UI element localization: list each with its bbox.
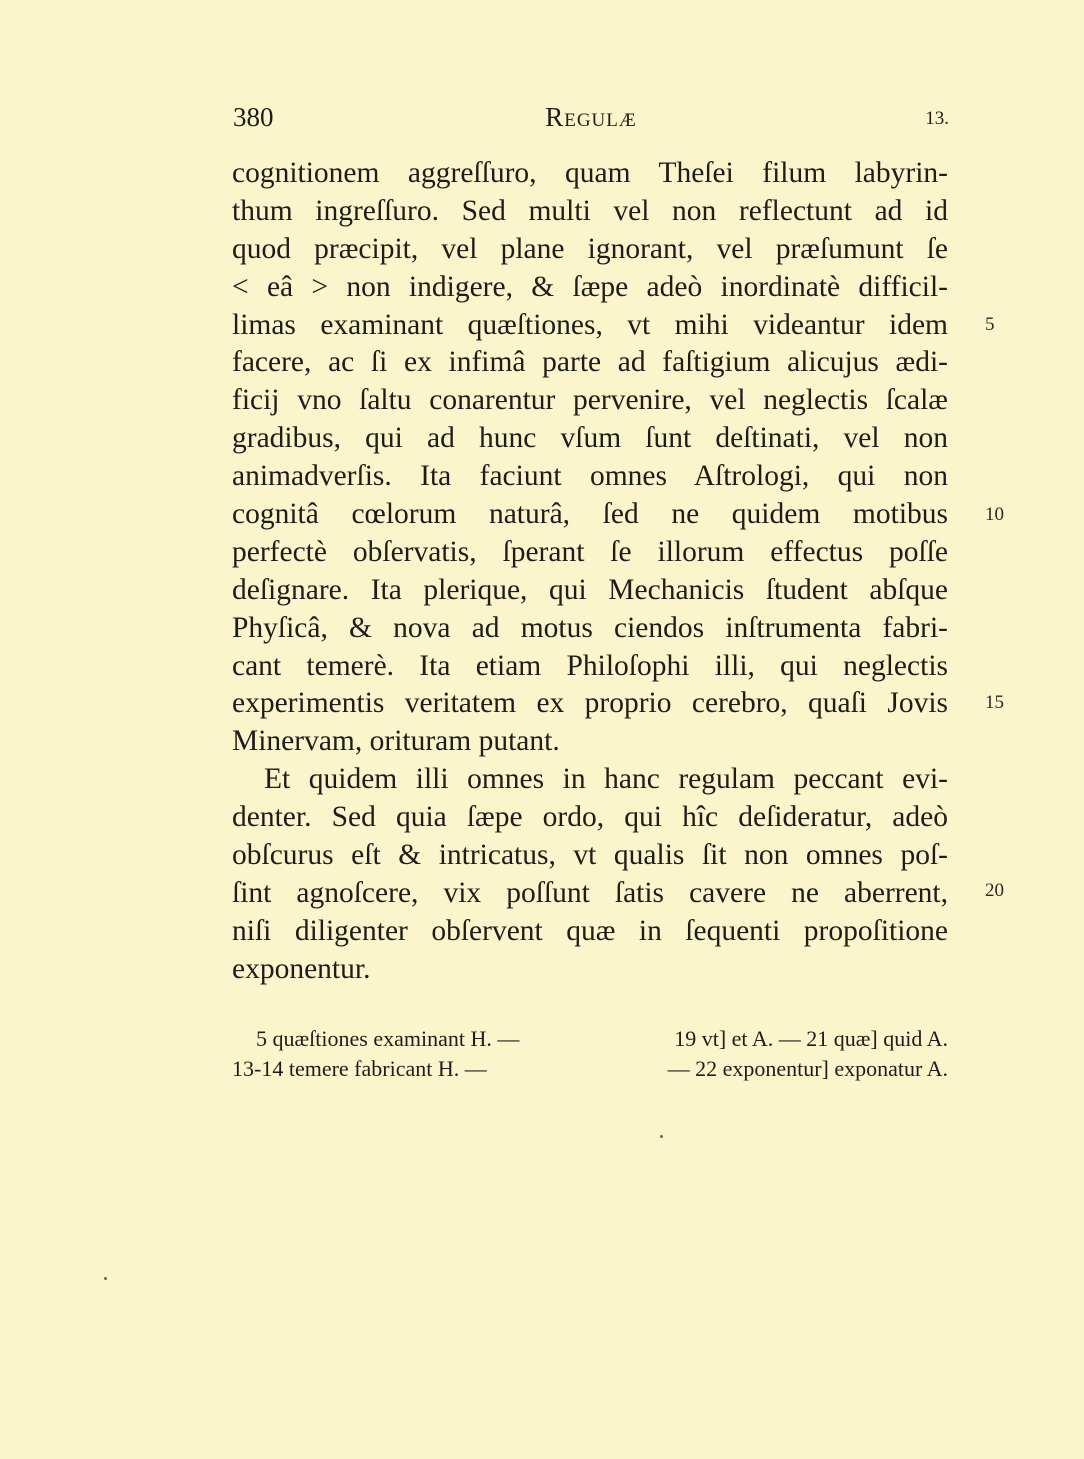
- text-line: experimentis veritatem ex proprio cerebro, quaſi Jovis: [232, 687, 948, 720]
- text-line: obſcurus eſt & intricatus, vt qualis ſit non omnes poſ-: [232, 839, 948, 872]
- speck: [104, 1277, 107, 1280]
- text-line: < eâ > non indigere, & ſæpe adeò inordinatè difficil-: [232, 270, 948, 303]
- text-line: Phyſicâ, & nova ad motus ciendos inſtrumenta fabri-: [232, 611, 948, 644]
- text-line: cant temerè. Ita etiam Philoſophi illi, qui neglectis: [232, 649, 948, 682]
- footnote-right: — 22 exponentur] exponatur A.: [667, 1056, 948, 1081]
- section-number: 13.: [925, 108, 949, 129]
- margin-line-number: 10: [985, 504, 1004, 525]
- text-line: exponentur.: [232, 952, 371, 985]
- text-line: thum ingreſſuro. Sed multi vel non reflectunt ad id: [232, 194, 948, 227]
- text-line: facere, ac ſi ex infimâ parte ad faſtigium alicujus ædi-: [232, 346, 948, 379]
- footnote-row: [232, 1024, 948, 1054]
- text-line: gradibus, qui ad hunc vſum ſunt deſtinati, vel non: [232, 422, 948, 455]
- margin-line-number: 15: [985, 692, 1004, 713]
- text-line: denter. Sed quia ſæpe ordo, qui hîc deſideratur, adeò: [232, 801, 948, 834]
- footnote-left: 5 quæſtiones examinant H. —: [256, 1026, 520, 1051]
- text-line: ficij vno ſaltu conarentur pervenire, vel neglectis ſcalæ: [232, 384, 948, 417]
- page-number: 380: [233, 102, 274, 132]
- text-line: Minervam, orituram putant.: [232, 725, 560, 758]
- text-line: cognitionem aggreſſuro, quam Theſei filum labyrin-: [232, 157, 948, 189]
- speck: [660, 1135, 663, 1138]
- text-line: animadverſis. Ita faciunt omnes Aſtrologi, qui non: [232, 460, 948, 493]
- text-line: cognitâ cœlorum naturâ, ſed ne quidem motibus: [232, 498, 948, 531]
- paragraph-start-line: Et quidem illi omnes in hanc regulam peccant evi-: [264, 763, 948, 796]
- running-header: [233, 102, 949, 142]
- text-line: niſi diligenter obſervent quæ in ſequenti propoſitione: [232, 914, 948, 947]
- footnote-row: [232, 1054, 948, 1084]
- footnote-left: 13-14 temere fabricant H. —: [232, 1056, 487, 1081]
- main-text: [232, 155, 948, 989]
- margin-line-number: 5: [985, 314, 995, 335]
- running-title: Regulæ: [545, 102, 637, 132]
- text-line: limas examinant quæſtiones, vt mihi videantur idem: [232, 308, 948, 341]
- text-line: perfectè obſervatis, ſperant ſe illorum effectus poſſe: [232, 535, 948, 568]
- text-line: deſignare. Ita plerique, qui Mechanicis ſtudent abſque: [232, 573, 948, 606]
- text-line: quod præcipit, vel plane ignorant, vel præſumunt ſe: [232, 232, 948, 265]
- footnote-right: 19 vt] et A. — 21 quæ] quid A.: [674, 1026, 948, 1051]
- footnotes: [232, 1024, 948, 1084]
- text-line: ſint agnoſcere, vix poſſunt ſatis cavere ne aberrent,: [232, 876, 948, 909]
- margin-line-number: 20: [985, 880, 1004, 901]
